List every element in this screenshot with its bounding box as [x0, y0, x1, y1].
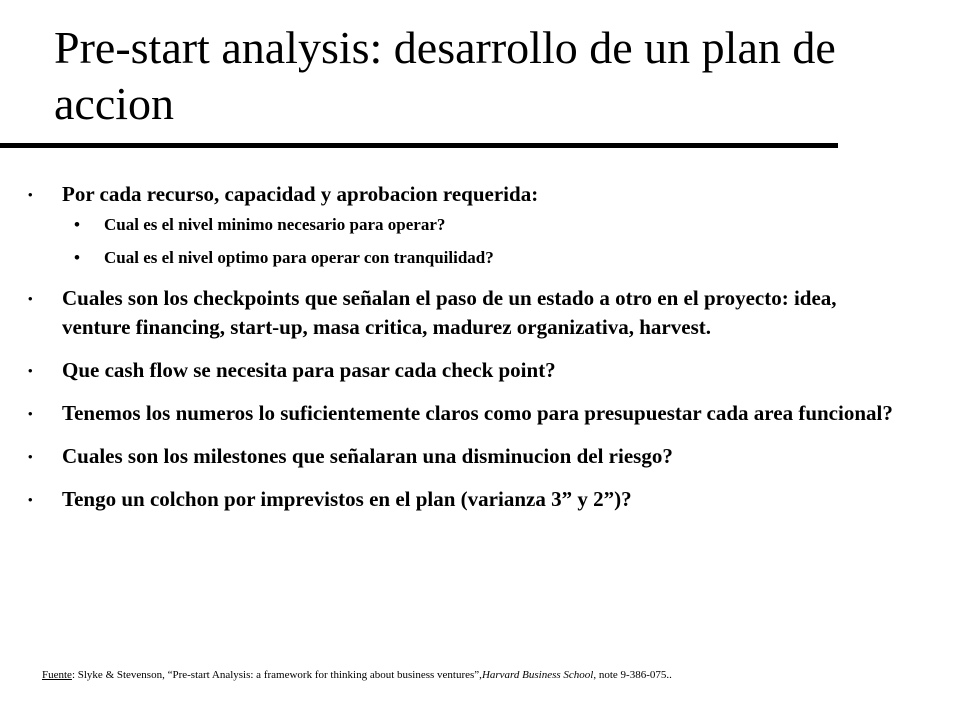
bullet-item-resources: [0, 180, 960, 270]
bullet-item-milestones: [0, 442, 960, 471]
bullet-icon: •: [28, 187, 33, 202]
bullet-item-budget: [0, 399, 960, 428]
bullet-text: Cuales son los milestones que señalaran una disminucion del riesgo?: [62, 444, 673, 468]
source-text: : Slyke & Stevenson, “Pre-start Analysis: a framework for thinking about business ventures”,: [71, 669, 482, 681]
source-label: Fuente: [42, 669, 72, 681]
title-underline: [0, 143, 838, 148]
bullet-icon: •: [28, 363, 33, 378]
bullet-item-cash-flow: [0, 356, 960, 385]
bullet-text: Tengo un colchon por imprevistos en el plan (varianza 3” y 2”)?: [62, 487, 632, 511]
source-citation: [42, 667, 942, 683]
bullet-icon: •: [28, 406, 33, 421]
sub-bullet-text: Cual es el nivel minimo necesario para operar?: [104, 215, 446, 234]
bullet-text: Cuales son los checkpoints que señalan el paso de un estado a otro en el proyecto: idea, venture financing, start-up, masa critica, madurez organizativa, harvest.: [62, 286, 837, 339]
bullet-list: [0, 180, 960, 528]
source-publication: Harvard Business School: [481, 669, 594, 681]
sub-bullet-list: [62, 213, 900, 270]
bullet-icon: •: [28, 291, 33, 306]
sub-bullet-icon: •: [74, 215, 80, 234]
sub-bullet-icon: •: [74, 248, 80, 267]
sub-bullet-text: Cual es el nivel optimo para operar con tranquilidad?: [104, 248, 494, 267]
bullet-text: Tenemos los numeros lo suficientemente claros como para presupuestar cada area funcional?: [62, 401, 893, 425]
bullet-icon: •: [28, 492, 33, 507]
bullet-text: Por cada recurso, capacidad y aprobacion requerida:: [62, 182, 539, 206]
bullet-icon: •: [28, 449, 33, 464]
slide-title: Pre-start analysis: desarrollo de un plan de accion: [54, 22, 836, 129]
source-note: , note 9-386-075..: [593, 669, 672, 681]
bullet-item-contingency: [0, 485, 960, 514]
bullet-text: Que cash flow se necesita para pasar cada check point?: [62, 358, 556, 382]
bullet-item-checkpoints: [0, 284, 960, 342]
sub-bullet-item: [62, 213, 900, 237]
sub-bullet-item: [62, 246, 900, 270]
